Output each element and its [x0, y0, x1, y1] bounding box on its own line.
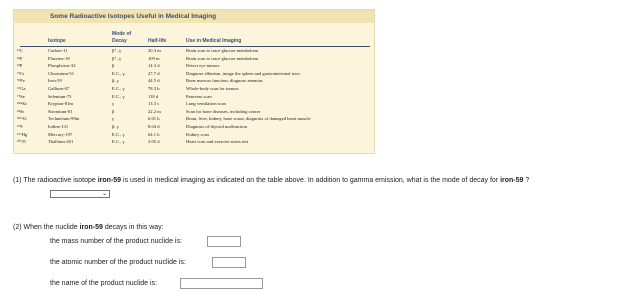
- isotope-symbol: ¹³¹I: [17, 124, 23, 129]
- chevron-down-icon: ⌄: [101, 191, 107, 197]
- question-2-isotope: iron-59: [79, 224, 103, 231]
- medical-use: Kidney scan: [186, 131, 209, 137]
- decay-mode: E.C., γ: [112, 93, 125, 99]
- half-life: 78.3 h: [148, 86, 160, 91]
- isotope-name: Iodine-131: [48, 124, 69, 129]
- medical-use: Scan for bone diseases, including cancer: [186, 108, 261, 114]
- isotope-name: Carbon-11: [48, 48, 68, 53]
- mass-number-input[interactable]: [207, 236, 241, 247]
- table-row: [14, 116, 374, 122]
- half-life: 20.3 m: [148, 48, 161, 53]
- half-life: 8.04 d: [148, 124, 160, 129]
- isotope-name: Phosphorus-32: [48, 63, 76, 69]
- decay-mode: E.C., γ: [112, 70, 125, 76]
- question-1-text-before: The radioactive isotope: [23, 177, 98, 184]
- medical-use: Brain scan to trace glucose metabolism: [186, 48, 259, 53]
- medical-use: Whole-body scan for tumors: [186, 86, 239, 91]
- isotope-symbol: ¹¹C: [17, 48, 23, 53]
- isotope-name: Chromium-51: [48, 70, 75, 76]
- isotope-name: Mercury-197: [48, 131, 73, 137]
- medical-use: Diagnosis of thyroid malfunction: [186, 124, 248, 129]
- half-life: 109 m: [148, 55, 160, 61]
- decay-mode: E.C., γ: [112, 86, 125, 91]
- header-mode-line1: Mode of: [112, 31, 132, 37]
- isotope-symbol: ³²P: [17, 63, 23, 69]
- table-title: Some Radioactive Isotopes Useful in Medical Imaging: [14, 10, 374, 23]
- question-1: [13, 176, 529, 185]
- medical-use: Pancreas scan: [186, 93, 212, 99]
- medical-use: Diagnose albinism, image the spleen and gastrointestinal tract: [186, 70, 300, 76]
- table-row: [14, 101, 374, 107]
- isotope-symbol: ⁶⁷Ga: [17, 86, 26, 91]
- isotope-symbol: ¹⁸F: [17, 55, 23, 61]
- mass-number-label: the mass number of the product nuclide is:: [50, 238, 182, 245]
- isotope-name: Thallium-201: [48, 139, 74, 145]
- question-2-text-before: When the nuclide: [23, 224, 80, 231]
- table-row: [14, 56, 374, 62]
- medical-use: Bone marrow function; diagnose anemias: [186, 78, 263, 84]
- decay-mode: β, γ: [112, 78, 119, 84]
- half-life: 22.2 m: [148, 108, 161, 114]
- header-isotope: Isotope: [48, 38, 66, 44]
- decay-mode: β, γ: [112, 124, 119, 129]
- half-life: 118 d: [148, 93, 159, 99]
- decay-mode: γ: [112, 116, 115, 122]
- decay-mode-select[interactable]: [50, 190, 110, 198]
- decay-mode: β: [112, 108, 115, 114]
- table-row: [14, 139, 374, 145]
- medical-use: Lung ventilation scan: [186, 101, 226, 107]
- table-row: [14, 78, 374, 84]
- table-row: [14, 86, 374, 92]
- header-half-life: Half-life: [148, 38, 167, 44]
- decay-mode: γ: [112, 101, 115, 107]
- decay-mode: β⁺, γ: [112, 55, 122, 61]
- question-2-text-after: decays in this way:: [102, 224, 164, 231]
- isotope-symbol: ²⁰¹Tl: [17, 139, 26, 145]
- table-row: [14, 71, 374, 77]
- half-life: 13.3 s: [148, 101, 159, 107]
- isotope-table: [13, 9, 375, 154]
- isotope-symbol: ⁸¹ᵐKr: [17, 101, 28, 107]
- half-life: 14.3 d: [148, 63, 160, 69]
- isotope-name: Gallium-67: [48, 86, 70, 91]
- table-row: [14, 124, 374, 130]
- decay-mode: β⁺, γ: [112, 48, 122, 53]
- isotope-symbol: ⁷⁵Se: [17, 93, 25, 99]
- atomic-number-label: the atomic number of the product nuclide is:: [50, 259, 186, 266]
- isotope-name: Fluorine-18: [48, 55, 70, 61]
- decay-mode: E.C., γ: [112, 139, 125, 145]
- medical-use: Detect eye tumors: [186, 63, 220, 69]
- medical-use: Heart scan and exercise stress test: [186, 139, 249, 145]
- half-life: 3.05 d: [148, 139, 160, 145]
- isotope-name: Strontium-81: [48, 108, 73, 114]
- header-rule: [20, 46, 370, 47]
- half-life: 6.01 h: [148, 116, 160, 122]
- question-2: [13, 223, 164, 232]
- isotope-symbol: ¹⁹⁷Hg: [17, 131, 28, 137]
- isotope-name: Krypton-81m: [48, 101, 74, 107]
- medical-use: Brain scan to trace glucose metabolism: [186, 55, 259, 61]
- question-1-number: (1): [13, 177, 22, 184]
- header-mode-line2: Decay: [112, 38, 127, 44]
- question-1-isotope-2: iron-59: [500, 177, 524, 184]
- isotope-name: Iron-59: [48, 78, 62, 84]
- isotope-symbol: ⁵⁹Fe: [17, 78, 25, 84]
- medical-use: Brain, liver, kidney, bone scans; diagnosis of damaged heart muscle: [186, 116, 311, 122]
- product-name-label: the name of the product nuclide is:: [50, 280, 158, 287]
- isotope-symbol: ⁵¹Cr: [17, 70, 25, 76]
- isotope-symbol: ⁹⁹ᵐTc: [17, 116, 27, 122]
- question-1-text-after: is used in medical imaging as indicated on the table above. In addition to gamma emission, what is the mode of decay for: [121, 177, 501, 184]
- product-name-input[interactable]: [180, 278, 263, 289]
- half-life: 44.5 d: [148, 78, 160, 84]
- question-1-text-end: ?: [523, 177, 530, 184]
- question-1-isotope: iron-59: [97, 177, 122, 184]
- question-2-number: (2): [13, 224, 22, 231]
- table-row: [14, 109, 374, 115]
- table-row: [14, 94, 374, 100]
- half-life: 64.1 h: [148, 131, 160, 137]
- atomic-number-input[interactable]: [212, 257, 246, 268]
- isotope-name: Selenium-75: [48, 93, 72, 99]
- isotope-symbol: ⁸¹Sr: [17, 108, 25, 114]
- decay-mode: E.C., γ: [112, 131, 125, 137]
- table-row: [14, 48, 374, 54]
- table-row: [14, 63, 374, 69]
- isotope-name: Technetium-99m: [48, 116, 80, 122]
- decay-mode: β: [112, 63, 115, 69]
- header-use: Use in Medical Imaging: [186, 38, 242, 44]
- table-row: [14, 132, 374, 138]
- half-life: 27.7 d: [148, 70, 160, 76]
